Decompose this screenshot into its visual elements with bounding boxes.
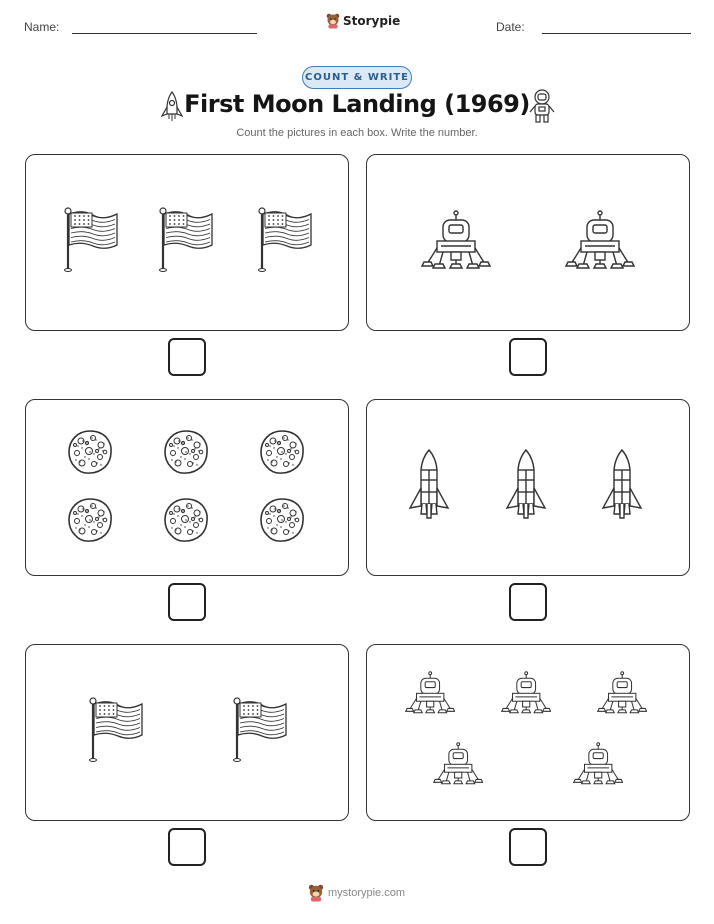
footer xyxy=(308,884,405,902)
moon-rock-icon xyxy=(259,497,305,548)
rocket-icon xyxy=(504,448,548,527)
moon-rock-icon xyxy=(163,497,209,548)
rocket-icon xyxy=(600,448,644,527)
page-title: First Moon Landing (1969) xyxy=(184,90,530,118)
count-panel-2 xyxy=(366,154,690,331)
answer-box-3[interactable] xyxy=(168,583,206,621)
date-label: Date: xyxy=(496,20,525,34)
rocket-icon xyxy=(407,448,451,527)
answer-box-2[interactable] xyxy=(509,338,547,376)
count-panel-5 xyxy=(25,644,349,821)
lunar-module-icon xyxy=(597,671,647,724)
flag-icon xyxy=(158,207,214,278)
activity-badge: COUNT & WRITE xyxy=(302,66,412,89)
flag-icon xyxy=(232,697,288,768)
brand-name: Storypie xyxy=(343,14,401,28)
flag-icon xyxy=(257,207,313,278)
instructions: Count the pictures in each box. Write the number. xyxy=(236,127,478,139)
bear-mascot-icon xyxy=(308,884,324,902)
lunar-module-icon xyxy=(405,671,455,724)
flag-icon xyxy=(88,697,144,768)
date-line[interactable] xyxy=(542,33,691,34)
answer-box-5[interactable] xyxy=(168,828,206,866)
lunar-module-icon xyxy=(433,742,483,795)
moon-rock-icon xyxy=(67,429,113,480)
count-panel-3 xyxy=(25,399,349,576)
astronaut-icon xyxy=(527,88,557,124)
answer-box-4[interactable] xyxy=(509,583,547,621)
moon-rock-icon xyxy=(67,497,113,548)
moon-rock-icon xyxy=(259,429,305,480)
answer-box-1[interactable] xyxy=(168,338,206,376)
flag-icon xyxy=(63,207,119,278)
name-line[interactable] xyxy=(72,33,257,34)
lunar-module-icon xyxy=(421,210,491,281)
name-label: Name: xyxy=(24,20,60,34)
answer-box-6[interactable] xyxy=(509,828,547,866)
lunar-module-icon xyxy=(565,210,635,281)
bear-mascot-icon xyxy=(326,13,340,29)
lunar-module-icon xyxy=(501,671,551,724)
lunar-module-icon xyxy=(573,742,623,795)
footer-url: mystorypie.com xyxy=(328,887,406,899)
brand-logo xyxy=(326,13,400,29)
moon-rock-icon xyxy=(163,429,209,480)
